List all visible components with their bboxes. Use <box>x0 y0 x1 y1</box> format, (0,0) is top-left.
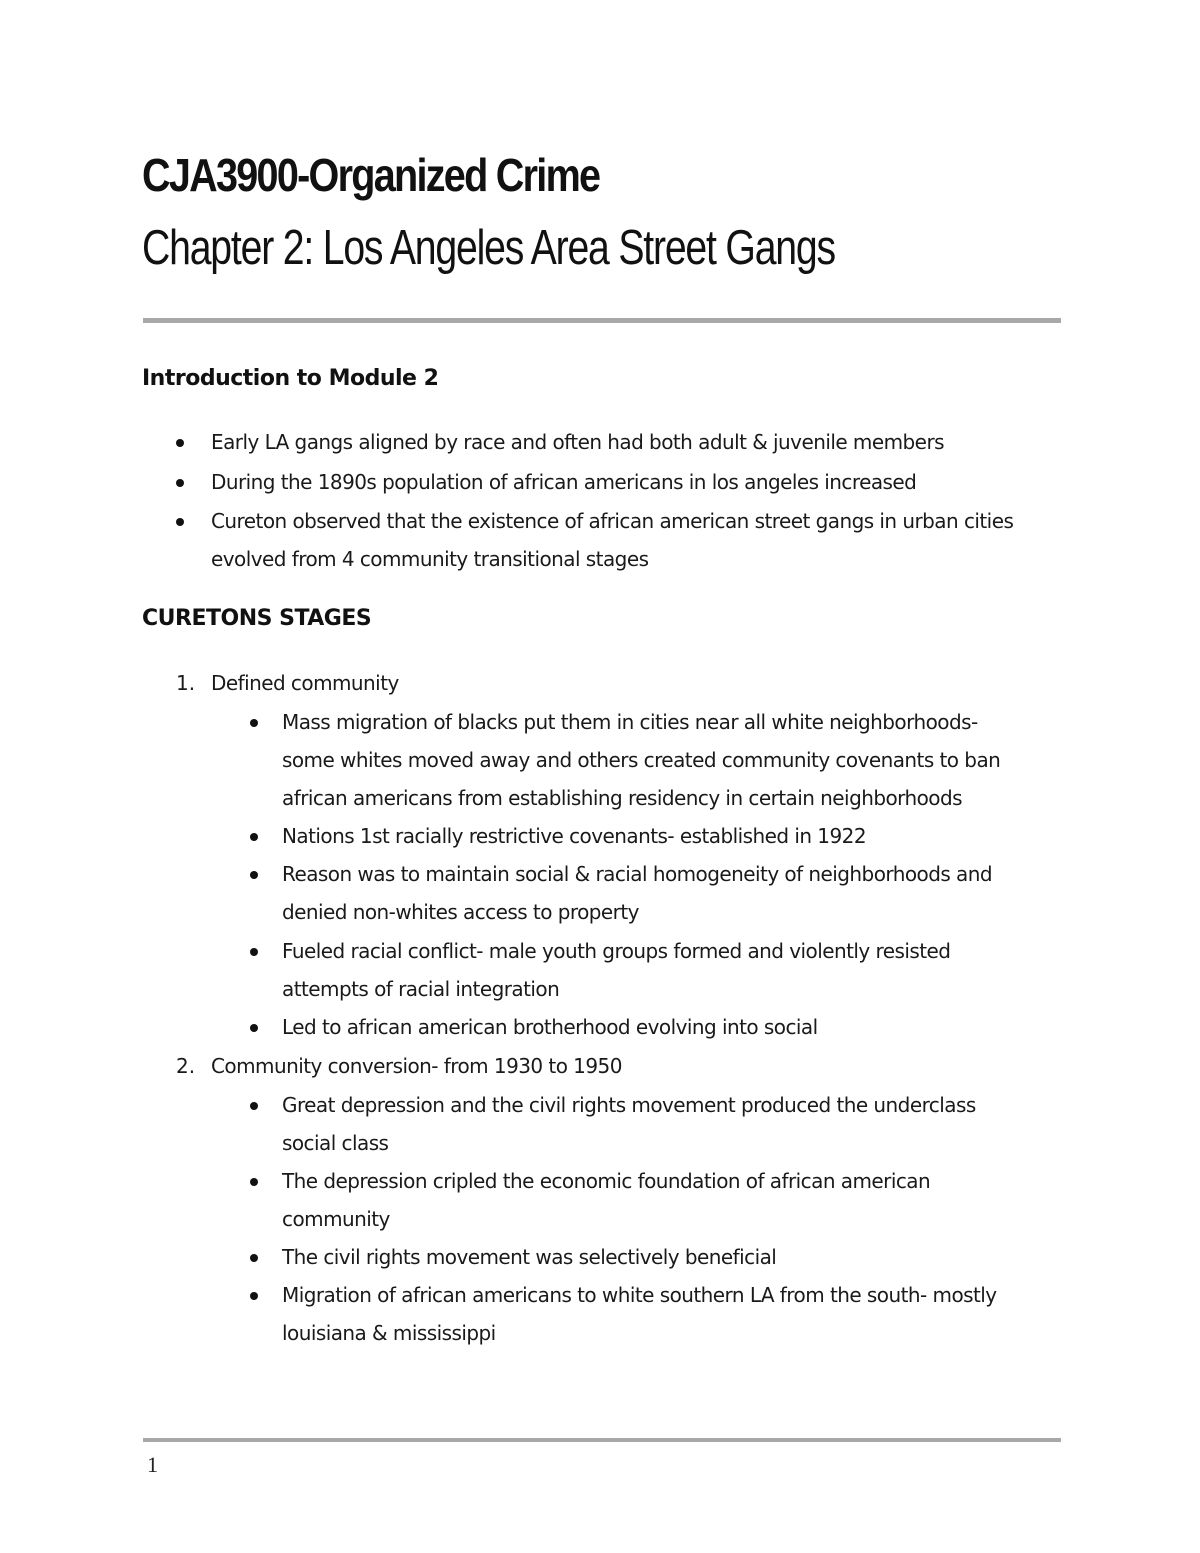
bullet-icon <box>176 479 184 487</box>
footer-divider <box>143 1438 1061 1442</box>
stage-1-point-1-continued: african americans from establishing residency in certain neighborhoods <box>282 786 963 810</box>
bullet-icon <box>176 518 184 526</box>
stage-2-label: Community conversion- from 1930 to 1950 <box>211 1054 622 1078</box>
intro-bullet-3-continued: evolved from 4 community transitional stages <box>211 547 649 571</box>
stages-heading: CURETONS STAGES <box>142 606 372 631</box>
intro-heading: Introduction to Module 2 <box>142 366 439 391</box>
stage-1-point-2: Nations 1st racially restrictive covenants- established in 1922 <box>282 824 867 848</box>
bullet-icon <box>250 1024 258 1032</box>
stage-1-label: Defined community <box>211 671 399 695</box>
stage-2-point-1-continued: social class <box>282 1131 389 1155</box>
stage-1-point-4: Fueled racial conflict- male youth groups formed and violently resisted <box>282 939 951 963</box>
stage-2-point-3: The civil rights movement was selectively beneficial <box>282 1245 777 1269</box>
bullet-icon <box>250 871 258 879</box>
stage-2-point-4-continued: louisiana & mississippi <box>282 1321 496 1345</box>
intro-bullet-1: Early LA gangs aligned by race and often had both adult & juvenile members <box>211 430 944 454</box>
intro-bullet-2: During the 1890s population of african americans in los angeles increased <box>211 470 917 494</box>
bullet-icon <box>250 1292 258 1300</box>
stage-2-point-4: Migration of african americans to white southern LA from the south- mostly <box>282 1283 997 1307</box>
document-title: CJA3900-Organized Crime <box>142 149 600 201</box>
bullet-icon <box>250 1254 258 1262</box>
bullet-icon <box>250 1102 258 1110</box>
bullet-icon <box>250 1178 258 1186</box>
stage-2-point-2: The depression cripled the economic foundation of african american <box>282 1169 931 1193</box>
stage-1-point-5: Led to african american brotherhood evolving into social <box>282 1015 818 1039</box>
bullet-icon <box>176 439 184 447</box>
stage-2-point-1: Great depression and the civil rights movement produced the underclass <box>282 1093 976 1117</box>
intro-bullet-3: Cureton observed that the existence of african american street gangs in urban cities <box>211 509 1014 533</box>
bullet-icon <box>250 719 258 727</box>
stage-1-number: 1. <box>176 671 196 695</box>
stage-1-point-1: Mass migration of blacks put them in cities near all white neighborhoods- <box>282 710 978 734</box>
stage-1-point-4-continued: attempts of racial integration <box>282 977 560 1001</box>
document-subtitle: Chapter 2: Los Angeles Area Street Gangs <box>142 221 835 275</box>
stage-1-point-1-continued: some whites moved away and others created community covenants to ban <box>282 748 1001 772</box>
stage-2-point-2-continued: community <box>282 1207 390 1231</box>
header-divider <box>143 318 1061 323</box>
stage-2-number: 2. <box>176 1054 196 1078</box>
page-number: 1 <box>147 1452 158 1477</box>
stage-1-point-3-continued: denied non-whites access to property <box>282 900 639 924</box>
stage-1-point-3: Reason was to maintain social & racial homogeneity of neighborhoods and <box>282 862 993 886</box>
bullet-icon <box>250 833 258 841</box>
bullet-icon <box>250 948 258 956</box>
